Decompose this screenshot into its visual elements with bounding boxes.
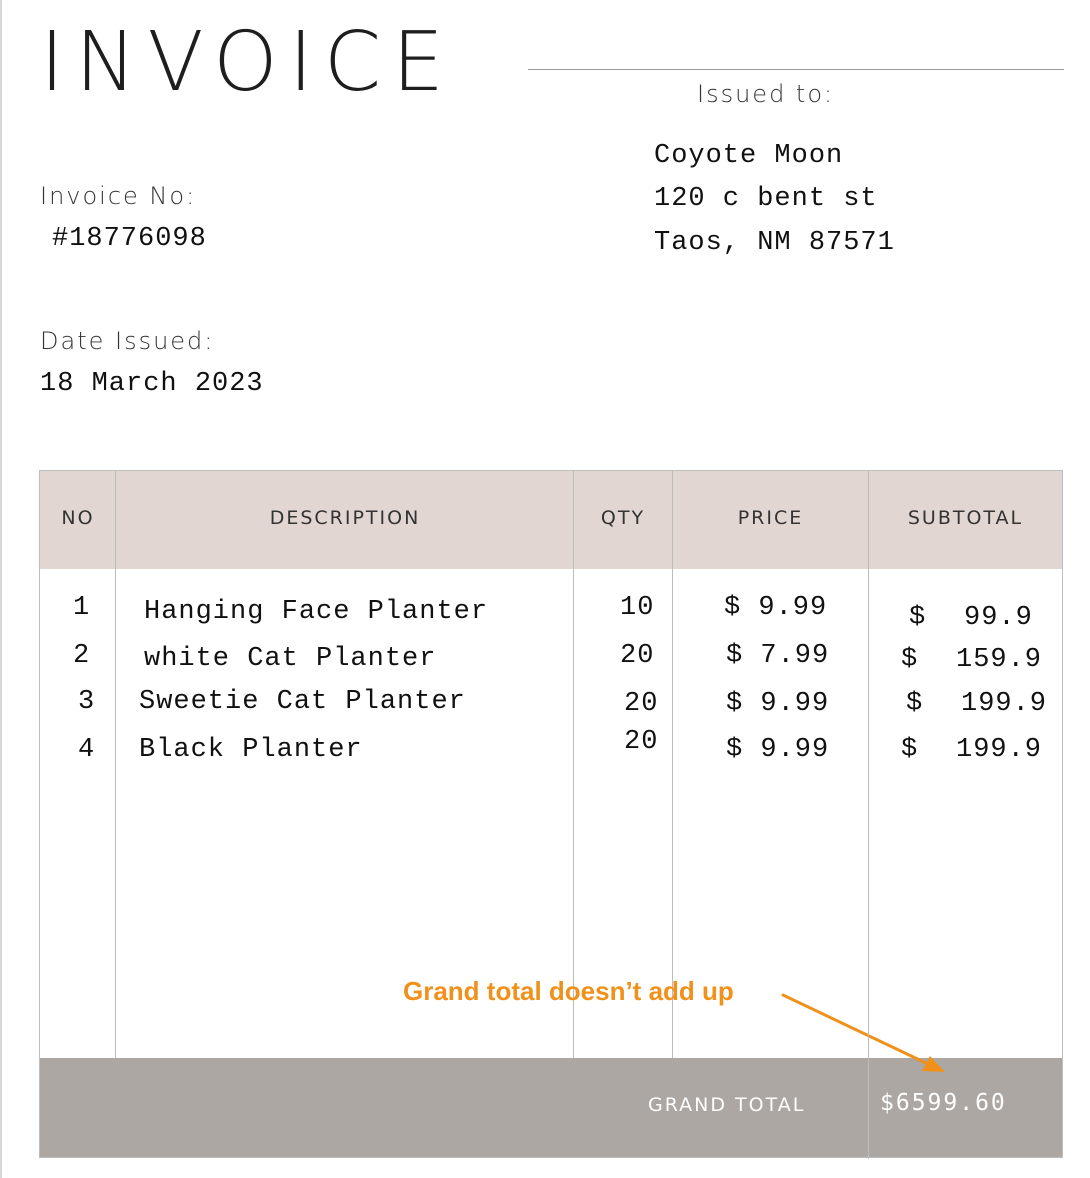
invoice-number: #18776098	[52, 224, 207, 254]
row-2-subtotal: 159.9	[956, 645, 1043, 675]
date-issued-label: Date Issued:	[40, 327, 215, 355]
customer-name: Coyote Moon	[654, 141, 844, 171]
customer-address-line2: Taos, NM 87571	[654, 228, 895, 258]
row-2-subtotal-currency: $	[901, 645, 919, 675]
invoice-number-label: Invoice No:	[40, 182, 197, 210]
date-issued: 18 March 2023	[40, 369, 264, 399]
row-1-subtotal-currency: $	[909, 603, 927, 633]
row-3-description: Sweetie Cat Planter	[139, 687, 466, 717]
header-qty: QTY	[600, 507, 646, 529]
customer-address-line1: 120 c bent st	[654, 184, 878, 214]
column-divider	[868, 471, 869, 1159]
row-4-price: $ 9.99	[726, 735, 830, 765]
row-3-price: $ 9.99	[726, 689, 830, 719]
row-1-price: $ 9.99	[724, 593, 828, 623]
row-2-description: white Cat Planter	[144, 644, 437, 674]
header-subtotal: SUBTOTAL	[907, 507, 1024, 529]
grand-total-label: GRAND TOTAL	[648, 1094, 806, 1116]
row-3-no: 3	[78, 687, 96, 717]
row-2-no: 2	[73, 641, 91, 671]
annotation-note: Grand total doesn’t add up	[403, 976, 734, 1006]
row-2-price: $ 7.99	[726, 641, 830, 671]
issued-to-label: Issued to:	[697, 80, 835, 108]
row-2-qty: 20	[620, 641, 655, 671]
row-4-description: Black Planter	[139, 735, 363, 765]
header-no: NO	[61, 507, 95, 529]
row-3-subtotal-currency: $	[906, 689, 924, 719]
grand-total-value: $6599.60	[880, 1090, 1007, 1116]
row-1-no: 1	[73, 593, 91, 623]
row-3-subtotal: 199.9	[961, 689, 1048, 719]
row-1-qty: 10	[620, 593, 655, 623]
invoice-title: INVOICE	[40, 15, 455, 110]
row-3-qty: 20	[624, 689, 659, 719]
row-4-subtotal: 199.9	[956, 735, 1043, 765]
row-1-description: Hanging Face Planter	[144, 597, 489, 627]
header-price: PRICE	[737, 507, 804, 529]
row-4-qty: 20	[624, 727, 659, 757]
header-description: DESCRIPTION	[269, 507, 421, 529]
row-1-subtotal: 99.9	[964, 603, 1033, 633]
row-4-subtotal-currency: $	[901, 735, 919, 765]
row-4-no: 4	[78, 735, 96, 765]
